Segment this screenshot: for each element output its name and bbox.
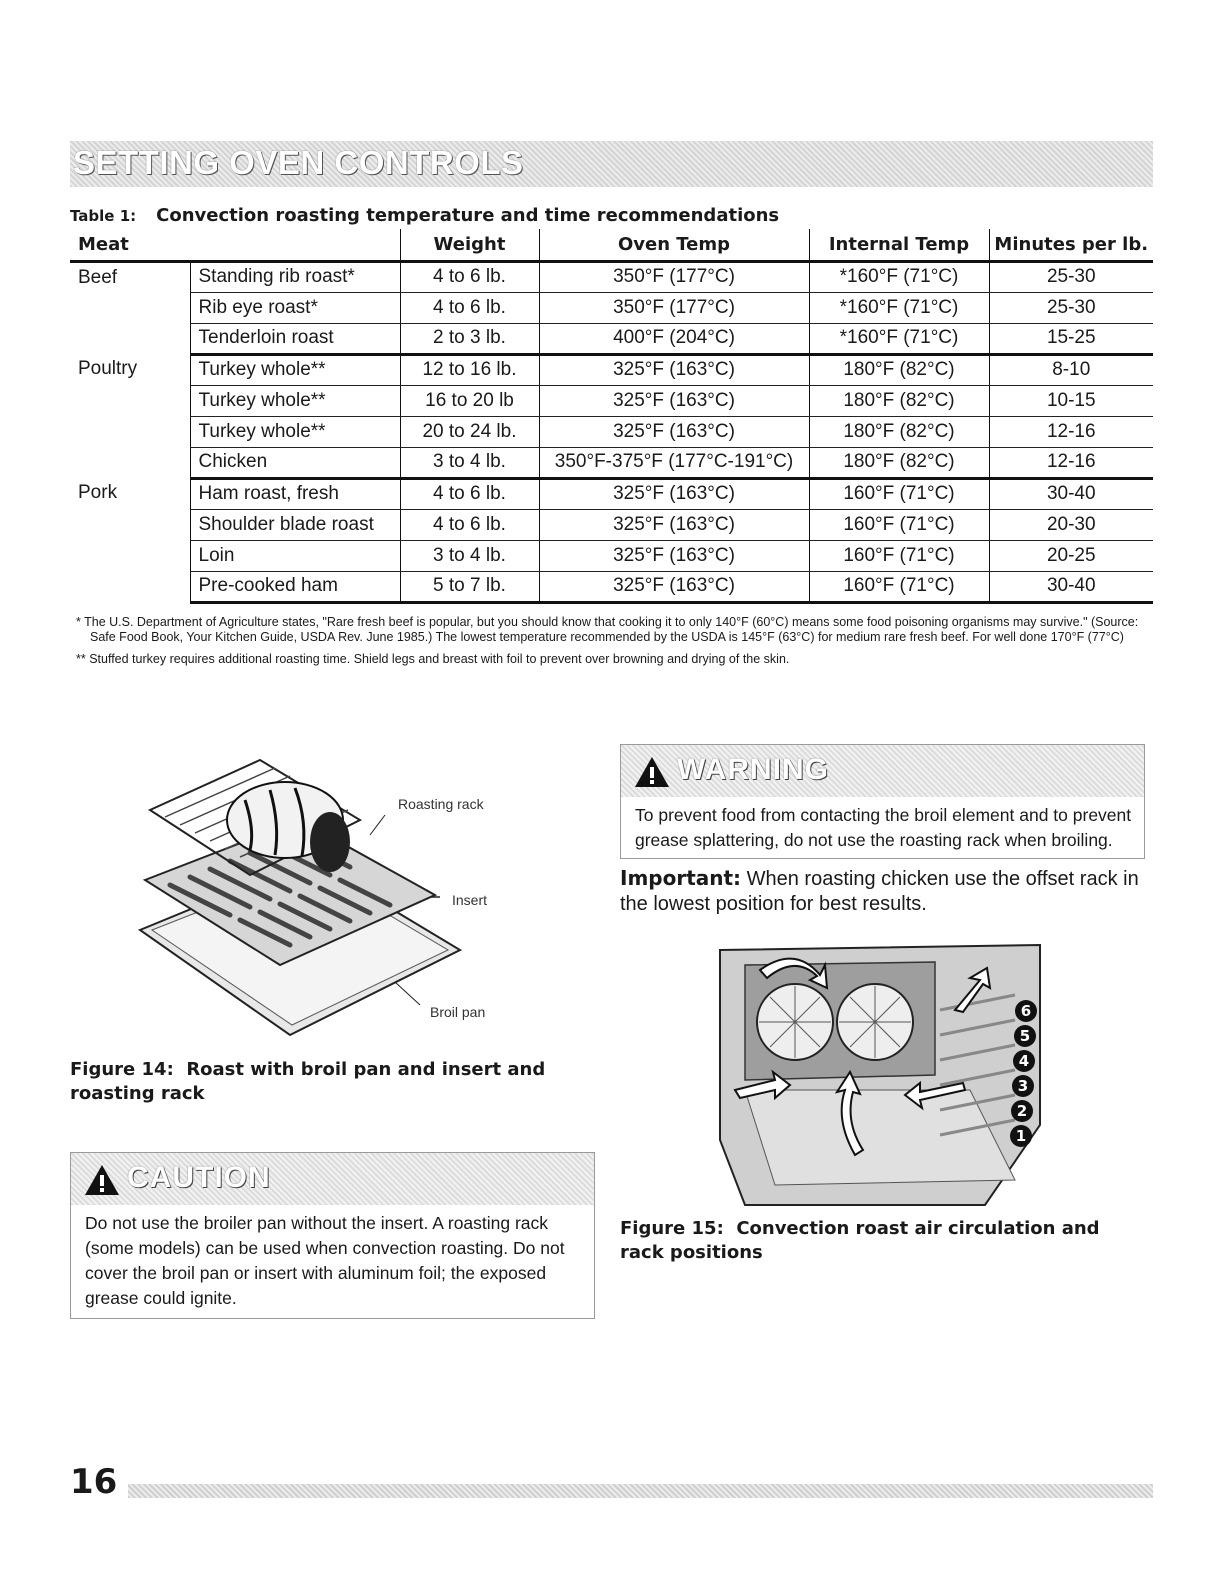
internal-temp-cell: 160°F (71°C): [809, 540, 989, 571]
cut-cell: Ham roast, fresh: [190, 478, 400, 509]
header-internal-temp: Internal Temp: [809, 229, 989, 261]
oven-temp-cell: 325°F (163°C): [539, 385, 809, 416]
table-row: [70, 292, 1153, 323]
rack-position-badge: 5: [1014, 1025, 1036, 1047]
minutes-cell: 15-25: [989, 323, 1153, 354]
oven-temp-cell: 325°F (163°C): [539, 540, 809, 571]
table-row: [70, 478, 1153, 509]
caution-text: Do not use the broiler pan without the insert. A roasting rack (some models) can be used when convection roasting. Do not cover the broil pan or insert with aluminum foil; the exposed grease could ignite.: [85, 1213, 565, 1308]
roasting-table: [70, 229, 1153, 604]
oven-temp-cell: 325°F (163°C): [539, 571, 809, 602]
caution-title: CAUTION: [127, 1161, 271, 1194]
weight-cell: 2 to 3 lb.: [400, 323, 539, 354]
minutes-cell: 30-40: [989, 571, 1153, 602]
warning-text: To prevent food from contacting the broil element and to prevent grease splattering, do not use the roasting rack when broiling.: [635, 805, 1132, 850]
label-roasting-rack: Roasting rack: [398, 796, 484, 812]
label-insert: Insert: [452, 892, 488, 908]
minutes-cell: 10-15: [989, 385, 1153, 416]
internal-temp-cell: 160°F (71°C): [809, 478, 989, 509]
figure15-caption-text: Convection roast air circulation and rack positions: [620, 1218, 1100, 1263]
cut-cell: Chicken: [190, 447, 400, 478]
label-broil-pan: Broil pan: [430, 1004, 486, 1020]
meat-cell: Beef: [78, 266, 118, 288]
weight-cell: 20 to 24 lb.: [400, 416, 539, 447]
section-banner: [70, 141, 1153, 187]
footnote-double: ** Stuffed turkey requires additional roasting time. Shield legs and breast with foil to prevent over browning and drying of the skin.: [76, 652, 790, 666]
warning-title: WARNING: [677, 753, 829, 786]
internal-temp-cell: *160°F (71°C): [809, 261, 989, 292]
oven-temp-cell: 350°F-375°F (177°C-191°C): [539, 447, 809, 478]
table-row: [70, 509, 1153, 540]
cut-cell: Turkey whole**: [190, 385, 400, 416]
internal-temp-cell: *160°F (71°C): [809, 292, 989, 323]
cut-cell: Shoulder blade roast: [190, 509, 400, 540]
weight-cell: 4 to 6 lb.: [400, 478, 539, 509]
meat-cell: Pork: [78, 482, 118, 503]
table-row: [70, 447, 1153, 478]
oven-airflow-illustration: [715, 940, 1060, 1210]
internal-temp-cell: 180°F (82°C): [809, 385, 989, 416]
internal-temp-cell: *160°F (71°C): [809, 323, 989, 354]
warning-header: [621, 745, 1144, 797]
table-title: Convection roasting temperature and time recommendations: [156, 205, 780, 226]
weight-cell: 5 to 7 lb.: [400, 571, 539, 602]
warning-box: [620, 744, 1145, 859]
cut-cell: Turkey whole**: [190, 416, 400, 447]
footer-bar: [128, 1484, 1153, 1498]
figure14-caption-label: Figure 14:: [70, 1059, 174, 1080]
weight-cell: 3 to 4 lb.: [400, 540, 539, 571]
internal-temp-cell: 180°F (82°C): [809, 416, 989, 447]
weight-cell: 16 to 20 lb: [400, 385, 539, 416]
caution-box: [70, 1152, 595, 1319]
oven-temp-cell: 400°F (204°C): [539, 323, 809, 354]
internal-temp-cell: 160°F (71°C): [809, 571, 989, 602]
internal-temp-cell: 160°F (71°C): [809, 509, 989, 540]
important-label: Important:: [620, 866, 742, 890]
minutes-cell: 8-10: [989, 354, 1153, 385]
footnotes: [76, 615, 1156, 674]
table-row: [70, 416, 1153, 447]
weight-cell: 4 to 6 lb.: [400, 292, 539, 323]
header-oven-temp: Oven Temp: [539, 229, 809, 261]
minutes-cell: 12-16: [989, 447, 1153, 478]
minutes-cell: 12-16: [989, 416, 1153, 447]
important-note: [620, 866, 1150, 917]
weight-cell: 4 to 6 lb.: [400, 261, 539, 292]
rack-position-badge: 2: [1011, 1100, 1033, 1122]
table-row: [70, 261, 1153, 292]
oven-temp-cell: 325°F (163°C): [539, 416, 809, 447]
table-row: [70, 385, 1153, 416]
section-title: SETTING OVEN CONTROLS: [73, 144, 524, 181]
figure15-caption-label: Figure 15:: [620, 1218, 724, 1239]
oven-temp-cell: 325°F (163°C): [539, 478, 809, 509]
rack-position-badge: 6: [1015, 1000, 1037, 1022]
weight-cell: 12 to 16 lb.: [400, 354, 539, 385]
table-caption: [70, 205, 779, 226]
page-number: 16: [70, 1462, 118, 1502]
table-label: Table 1:: [70, 207, 137, 225]
meat-cell: Poultry: [78, 358, 138, 379]
cut-cell: Rib eye roast*: [190, 292, 400, 323]
table-row: [70, 571, 1153, 602]
minutes-cell: 20-30: [989, 509, 1153, 540]
weight-cell: 3 to 4 lb.: [400, 447, 539, 478]
weight-cell: 4 to 6 lb.: [400, 509, 539, 540]
rack-position-badge: 3: [1012, 1075, 1034, 1097]
rack-position-badge: 1: [1010, 1125, 1032, 1147]
oven-temp-cell: 350°F (177°C): [539, 261, 809, 292]
header-weight: Weight: [400, 229, 539, 261]
important-text: When roasting chicken use the offset rack in the lowest position for best results.: [620, 868, 1139, 915]
caution-triangle-icon: [83, 1163, 121, 1197]
minutes-cell: 25-30: [989, 261, 1153, 292]
minutes-cell: 25-30: [989, 292, 1153, 323]
footnote-single: * The U.S. Department of Agriculture states, "Rare fresh beef is popular, but you should know that cooking it to only 140°F (60°C) means some food poisoning organisms may survive." (Source: Safe Food Book, Your Kitchen Guide, USDA Rev. June 1985.) The lowest temperature recommended by the USDA is 145°F (63°C) for medium rare fresh beef. For well done 170°F (77°C): [76, 615, 1139, 644]
cut-cell: Tenderloin roast: [190, 323, 400, 354]
cut-cell: Pre-cooked ham: [190, 571, 400, 602]
oven-temp-cell: 325°F (163°C): [539, 354, 809, 385]
warning-triangle-icon: [633, 755, 671, 789]
minutes-cell: 30-40: [989, 478, 1153, 509]
header-meat: Meat: [70, 229, 400, 261]
figure14-caption-text: Roast with broil pan and insert and roasting rack: [70, 1059, 546, 1104]
table-row: [70, 323, 1153, 354]
minutes-cell: 20-25: [989, 540, 1153, 571]
figure15-caption: [620, 1217, 1140, 1265]
figure14-caption: [70, 1058, 590, 1106]
table-row: [70, 354, 1153, 385]
table-header-row: [70, 229, 1153, 261]
internal-temp-cell: 180°F (82°C): [809, 447, 989, 478]
cut-cell: Loin: [190, 540, 400, 571]
table-row: [70, 540, 1153, 571]
oven-temp-cell: 325°F (163°C): [539, 509, 809, 540]
cut-cell: Turkey whole**: [190, 354, 400, 385]
rack-position-badge: 4: [1013, 1050, 1035, 1072]
header-minutes: Minutes per lb.: [989, 229, 1153, 261]
caution-header: [71, 1153, 594, 1205]
cut-cell: Standing rib roast*: [190, 261, 400, 292]
internal-temp-cell: 180°F (82°C): [809, 354, 989, 385]
oven-temp-cell: 350°F (177°C): [539, 292, 809, 323]
